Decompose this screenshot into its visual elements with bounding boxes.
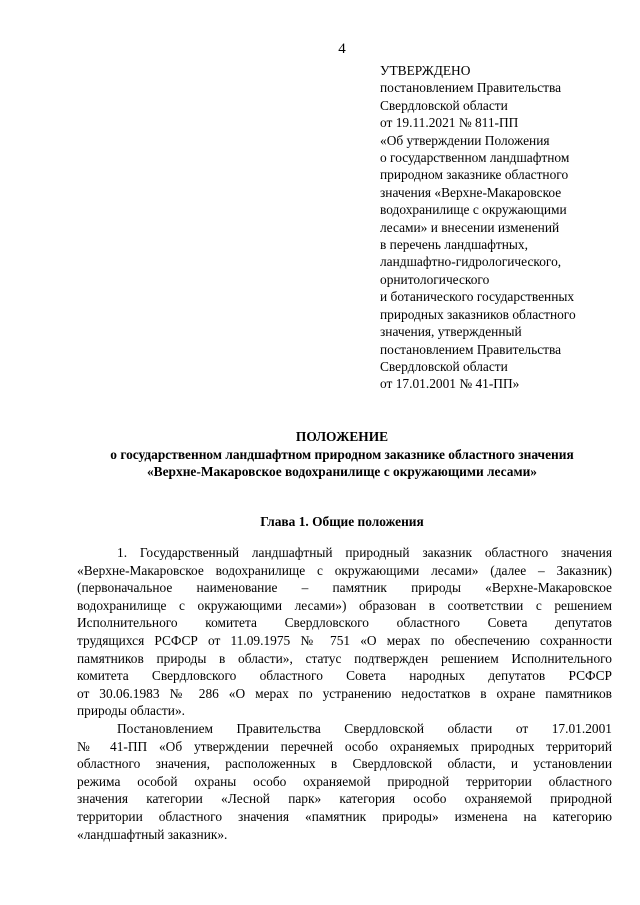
paragraph-line: комитета Свердловского областного Совета народных депутатов РСФСР xyxy=(77,668,612,684)
approval-line: о государственном ландшафтном xyxy=(380,150,570,166)
approval-line: лесами» и внесении изменений xyxy=(380,219,560,235)
approval-line: постановлением Правительства xyxy=(380,341,562,357)
paragraph-line: Исполнительного комитета Свердловского областного Совета депутатов xyxy=(77,615,612,631)
paragraph-line: природы области». xyxy=(77,703,185,719)
paragraph-line: значения категории «Лесной парк» категория особо охраняемой природной xyxy=(77,791,612,807)
body-text xyxy=(77,544,612,843)
approval-line: от 19.11.2021 № 811-ПП xyxy=(380,115,519,131)
paragraph-line: Постановлением Правительства Свердловской области от 17.01.2001 xyxy=(117,720,612,736)
paragraph-line: режима особой охраны особо охраняемой природной территории областного xyxy=(77,773,612,789)
page-number: 4 xyxy=(338,41,346,57)
chapter-title: Глава 1. Общие положения xyxy=(260,514,424,529)
title-subtitle-line: «Верхне-Макаровское водохранилище с окружающими лесами» xyxy=(146,464,537,479)
approval-line: и ботанического государственных xyxy=(380,289,575,305)
approval-line: Свердловской области xyxy=(380,358,508,374)
approval-line: природных заказников областного xyxy=(380,306,576,322)
paragraph-line: 1. Государственный ландшафтный природный заказник областного значения xyxy=(117,545,612,560)
approval-block xyxy=(380,62,630,393)
approval-line: Свердловской области xyxy=(380,97,508,113)
approval-line: ландшафтно-гидрологического, xyxy=(380,254,562,270)
paragraph-line: трудящихся РСФСР от 11.09.1975 № 751 «О мерах по обеспечению сохранности xyxy=(77,632,612,648)
paragraph-2 xyxy=(77,720,612,843)
approval-line: природном заказнике областного xyxy=(380,167,569,183)
paragraph-line: памятников природы в области», статус подтвержден решением Исполнительного xyxy=(77,650,612,666)
paragraph-line: областного значения, расположенных в Свердловской области, и установлении xyxy=(77,756,612,772)
paragraph-line: территории областного значения «памятник природы» изменена на категорию xyxy=(77,808,612,824)
paragraph-line: водохранилище с окружающими лесами») образован в соответствии с решением xyxy=(77,597,612,613)
approval-line: водохранилище с окружающими xyxy=(380,202,567,218)
approval-line: значения «Верхне-Макаровское xyxy=(380,184,562,200)
paragraph-line: № 41-ПП «Об утверждении перечней особо охраняемых природных территорий xyxy=(77,738,612,754)
paragraph-line: от 30.06.1983 № 286 «О мерах по устранению недостатков в охране памятников xyxy=(77,685,612,701)
paragraph-1 xyxy=(77,544,612,720)
approval-line: значения, утвержденный xyxy=(380,324,522,340)
approval-line: в перечень ландшафтных, xyxy=(380,237,528,253)
approval-line: постановлением Правительства xyxy=(380,80,562,96)
approval-line: орнитологического xyxy=(380,271,490,287)
approval-line: от 17.01.2001 № 41-ПП» xyxy=(380,376,520,392)
paragraph-line: «Верхне-Макаровское водохранилище с окружающими лесами» (далее – Заказник) xyxy=(77,562,612,578)
approval-line: УТВЕРЖДЕНО xyxy=(380,63,471,78)
document-title xyxy=(40,428,640,481)
paragraph-line: (первоначальное наименование – памятник природы «Верхне-Макаровское xyxy=(77,580,612,596)
title-heading: ПОЛОЖЕНИЕ xyxy=(295,429,389,444)
approval-line: «Об утверждении Положения xyxy=(380,132,550,148)
paragraph-line: «ландшафтный заказник». xyxy=(77,826,228,842)
title-subtitle-line: о государственном ландшафтном природном заказнике областного значения xyxy=(110,446,574,462)
